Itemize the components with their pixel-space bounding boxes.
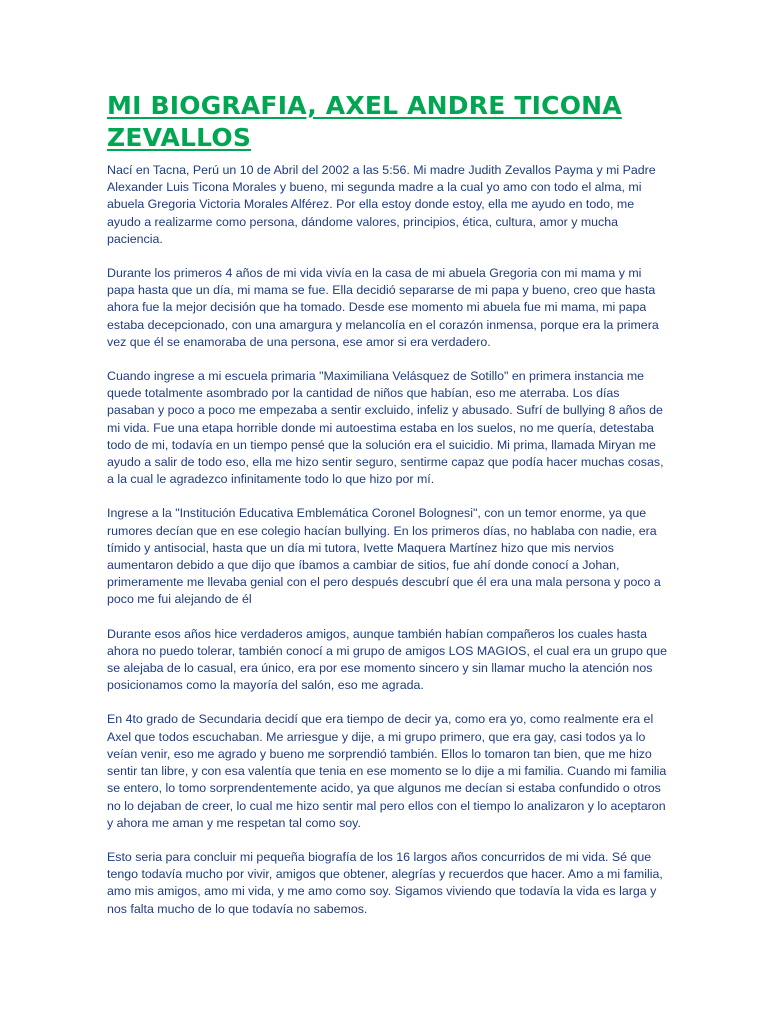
paragraph-birth: Nací en Tacna, Perú un 10 de Abril del 2002 a las 5:56. Mi madre Judith Zevallos Payma y mi Padre Alexander Luis Ticona Morales y bueno, mi segunda madre a la cual yo amo con todo el alma, mi abuela Gregoria Victoria Morales Alférez. Por ella estoy donde estoy, ella me ayudo en todo, me ayudo a realizarme como persona, dándome valores, principios, ética, cultura, amor y mucha paciencia. <box>107 163 656 246</box>
paragraph-secondary-school: Ingrese a la "Institución Educativa Emblemática Coronel Bolognesi", con un temor enorme, ya que rumores decían que en ese colegio hacían bullying. En los primeros días, no hablaba con nadie, era tímido y antisocial, hasta que un día mi tutora, Ivette Maquera Martínez hizo que mis nervios aumentaron debido a que dijo que íbamos a cambiar de sitios, fue ahí donde conocí a Johan, primeramente me llevaba genial con el pero después descubrí que él era una mala persona y poco a poco me fui alejando de él <box>107 506 661 607</box>
paragraph-primary-school: Cuando ingrese a mi escuela primaria "Maximiliana Velásquez de Sotillo" en primera instancia me quede totalmente asombrado por la cantidad de niños que habían, eso me aterraba. Los días pasaban y poco a poco me empezaba a sentir excluido, infeliz y abusado. Sufrí de bullying 8 años de mi vida. Fue una etapa horrible donde mi autoestima estaba en los suelos, no me quería, detestaba todo de mi, todavía en un tiempo pensé que la solución era el suicidio. Mi prima, llamada Miryan me ayudo a salir de todo eso, ella me hizo sentir seguro, sentirme capaz que podía hacer muchas cosas, a la cual le agradezco infinitamente todo lo que hizo por mí. <box>107 369 664 487</box>
document-page <box>107 90 669 935</box>
document-title: MI BIOGRAFIA, AXEL ANDRE TICONA ZEVALLOS <box>107 91 622 152</box>
paragraph-friends: Durante esos años hice verdaderos amigos, aunque también habían compañeros los cuales hasta ahora no puedo tolerar, también conocí a mi grupo de amigos LOS MAGIOS, el cual era un grupo que se alejaba de lo casual, era único, era por ese momento sincero y sin llamar mucho la atención nos posicionamos como la mayoría del salón, eso me agrada. <box>107 626 667 693</box>
paragraph-conclusion: Esto seria para concluir mi pequeña biografía de los 16 largos años concurridos de mi vida. Sé que tengo todavía mucho por vivir, amigos que obtener, alegrías y recuerdos que hacer. Amo a mi familia, amo mis amigos, amo mi vida, y me amo como soy. Sigamos viviendo que todavía la vida es larga y nos falta mucho de lo que todavía no sabemos. <box>107 849 663 916</box>
paragraph-coming-out: En 4to grado de Secundaria decidí que era tiempo de decir ya, como era yo, como realmente era el Axel que todos escuchaban. Me arriesgue y dije, a mi grupo primero, que era gay, casi todos ya lo veían venir, eso me agrado y bueno me sorprendió también. Ellos lo tomaron tan bien, que me hizo sentir tan libre, y con esa valentía que tenia en ese momento se lo dije a mi familia. Cuando mi familia se entero, lo tomo sorprendentemente acido, ya que algunos me decían si estaba confundido o otros no lo dejaban de creer, lo cual me hizo sentir mal pero ellos con el tiempo lo analizaron y lo aceptaron y ahora me aman y me respetan tal como soy. <box>107 712 667 830</box>
paragraph-early-childhood: Durante los primeros 4 años de mi vida vivía en la casa de mi abuela Gregoria con mi mama y mi papa hasta que un día, mi mama se fue. Ella decidió separarse de mi papa y bueno, creo que hasta ahora fue la mejor decisión que ha tomado. Desde ese momento mi abuela fue mi mama, mi papa estaba decepcionado, con una amargura y melancolía en el corazón inmensa, porque era la primera vez que él se enamoraba de una persona, ese amor si era verdadero. <box>107 266 659 349</box>
